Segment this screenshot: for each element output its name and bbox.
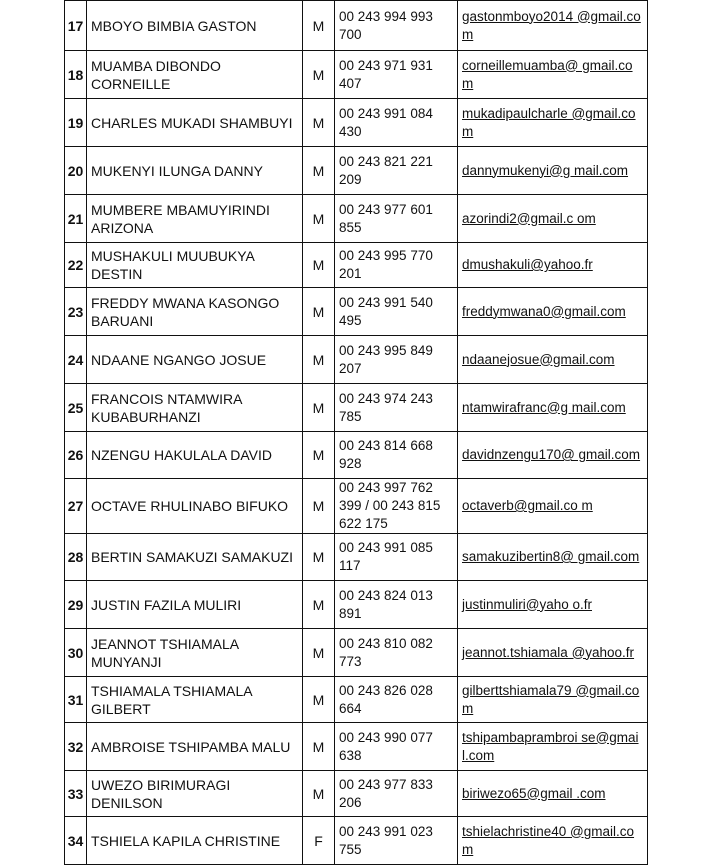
participant-name: FRANCOIS NTAMWIRA KUBABURHANZI bbox=[91, 390, 242, 425]
participant-phone: 00 243 977 833 206 bbox=[339, 776, 433, 810]
row-number: 34 bbox=[67, 832, 84, 849]
participant-email-cell bbox=[458, 1, 648, 51]
participant-phone: 00 243 991 085 117 bbox=[339, 540, 433, 573]
participant-phone-cell bbox=[335, 384, 458, 432]
participant-phone-cell bbox=[335, 771, 458, 817]
row-number-cell bbox=[65, 288, 87, 336]
participant-email[interactable]: ntamwirafranc@g mail.com bbox=[462, 399, 626, 415]
participant-name: JUSTIN FAZILA MULIRI bbox=[91, 596, 242, 613]
participant-name-cell bbox=[87, 432, 303, 479]
participant-name-cell bbox=[87, 817, 303, 865]
row-number: 25 bbox=[67, 399, 84, 416]
participant-email-cell bbox=[458, 99, 648, 147]
participant-sex-cell bbox=[303, 336, 335, 384]
table-row bbox=[65, 534, 648, 581]
participant-name: FREDDY MWANA KASONGO BARUANI bbox=[91, 294, 280, 329]
row-number-cell bbox=[65, 817, 87, 865]
participant-name: CHARLES MUKADI SHAMBUYI bbox=[91, 114, 293, 131]
row-number: 22 bbox=[67, 257, 84, 273]
table-row bbox=[65, 723, 648, 771]
row-number-cell bbox=[65, 479, 87, 534]
table-row bbox=[65, 432, 648, 479]
participant-email[interactable]: jeannot.tshiamala @yahoo.fr bbox=[462, 644, 635, 660]
row-number-cell bbox=[65, 723, 87, 771]
participant-email-cell bbox=[458, 479, 648, 534]
row-number: 30 bbox=[67, 644, 84, 661]
participant-sex: M bbox=[312, 303, 325, 320]
participant-name: TSHIELA KAPILA CHRISTINE bbox=[91, 832, 281, 849]
participant-phone-cell bbox=[335, 479, 458, 534]
participant-name: MBOYO BIMBIA GASTON bbox=[91, 17, 257, 34]
participant-sex-cell bbox=[303, 771, 335, 817]
participant-phone: 00 243 826 028 664 bbox=[339, 682, 433, 716]
participant-phone: 00 243 814 668 928 bbox=[339, 438, 433, 471]
participant-phone-cell bbox=[335, 581, 458, 629]
table-row bbox=[65, 195, 648, 243]
participant-phone: 00 243 810 082 773 bbox=[339, 635, 433, 669]
participant-sex: M bbox=[312, 549, 325, 565]
participant-email[interactable]: gilberttshiamala79 @gmail.com bbox=[462, 682, 640, 716]
participant-sex: M bbox=[312, 114, 325, 131]
participant-phone-cell bbox=[335, 629, 458, 677]
participant-phone-cell bbox=[335, 1, 458, 51]
participant-phone-cell bbox=[335, 677, 458, 723]
participant-phone-cell bbox=[335, 288, 458, 336]
row-number-cell bbox=[65, 99, 87, 147]
participant-email[interactable]: tshipambaprambroi se@gmail.com bbox=[462, 729, 639, 763]
row-number: 29 bbox=[67, 596, 84, 613]
participant-email-cell bbox=[458, 817, 648, 865]
participant-phone-cell bbox=[335, 147, 458, 195]
row-number: 28 bbox=[67, 549, 84, 565]
participant-name-cell bbox=[87, 288, 303, 336]
participant-name: UWEZO BIRIMURAGI DENILSON bbox=[91, 776, 231, 811]
participant-sex-cell bbox=[303, 479, 335, 534]
row-number-cell bbox=[65, 243, 87, 288]
participant-email-cell bbox=[458, 677, 648, 723]
participant-phone: 00 243 994 993 700 bbox=[339, 8, 433, 42]
participant-phone-cell bbox=[335, 817, 458, 865]
table-row bbox=[65, 581, 648, 629]
row-number: 24 bbox=[67, 351, 84, 368]
participant-sex: M bbox=[312, 351, 325, 368]
participant-email[interactable]: gastonmboyo2014 @gmail.com bbox=[462, 8, 641, 42]
participant-name-cell bbox=[87, 99, 303, 147]
participant-sex: M bbox=[312, 691, 325, 708]
table-row bbox=[65, 1, 648, 51]
participant-name-cell bbox=[87, 723, 303, 771]
participant-sex: M bbox=[312, 644, 325, 661]
participant-phone: 00 243 821 221 209 bbox=[339, 153, 433, 187]
participant-phone: 00 243 991 084 430 bbox=[339, 105, 433, 139]
row-number-cell bbox=[65, 195, 87, 243]
participant-sex-cell bbox=[303, 147, 335, 195]
participant-sex: M bbox=[312, 66, 325, 83]
participant-phone-cell bbox=[335, 723, 458, 771]
participant-sex: M bbox=[312, 785, 325, 802]
row-number: 32 bbox=[67, 738, 84, 755]
participant-sex: M bbox=[312, 447, 325, 463]
row-number: 33 bbox=[67, 785, 84, 802]
participant-sex: M bbox=[312, 210, 325, 227]
table-row bbox=[65, 771, 648, 817]
participant-phone-cell bbox=[335, 432, 458, 479]
participant-sex-cell bbox=[303, 51, 335, 99]
row-number-cell bbox=[65, 771, 87, 817]
table-row bbox=[65, 677, 648, 723]
participant-name-cell bbox=[87, 1, 303, 51]
participant-name: MUMBERE MBAMUYIRINDI ARIZONA bbox=[91, 201, 270, 236]
participant-name: MUKENYI ILUNGA DANNY bbox=[91, 162, 263, 179]
participant-email[interactable]: azorindi2@gmail.c om bbox=[462, 210, 596, 226]
participant-phone-cell bbox=[335, 51, 458, 99]
participant-email[interactable]: mukadipaulcharle @gmail.com bbox=[462, 105, 636, 139]
participant-phone: 00 243 977 601 855 bbox=[339, 201, 433, 235]
participant-email[interactable]: dannymukenyi@g mail.com bbox=[462, 162, 629, 178]
participant-name-cell bbox=[87, 534, 303, 581]
participant-phone: 00 243 991 023 755 bbox=[339, 823, 433, 857]
participant-email[interactable]: davidnzengu170@ gmail.com bbox=[462, 447, 641, 462]
participant-phone-cell bbox=[335, 336, 458, 384]
participant-email-cell bbox=[458, 432, 648, 479]
participant-sex-cell bbox=[303, 243, 335, 288]
table-row bbox=[65, 479, 648, 534]
participant-sex-cell bbox=[303, 1, 335, 51]
participants-table bbox=[64, 0, 648, 865]
table-row bbox=[65, 99, 648, 147]
participant-name-cell bbox=[87, 336, 303, 384]
participant-sex: M bbox=[312, 257, 325, 273]
table-row bbox=[65, 817, 648, 865]
participant-name-cell bbox=[87, 243, 303, 288]
participant-email[interactable]: corneillemuamba@ gmail.com bbox=[462, 57, 633, 91]
participant-name: OCTAVE RHULINABO BIFUKO bbox=[91, 498, 289, 514]
participant-name: JEANNOT TSHIAMALA MUNYANJI bbox=[91, 635, 239, 670]
row-number-cell bbox=[65, 147, 87, 195]
row-number-cell bbox=[65, 51, 87, 99]
table-row bbox=[65, 147, 648, 195]
participant-email-cell bbox=[458, 288, 648, 336]
participant-name-cell bbox=[87, 195, 303, 243]
table-body bbox=[65, 1, 648, 865]
participant-sex: M bbox=[312, 596, 325, 613]
participant-email-cell bbox=[458, 336, 648, 384]
row-number-cell bbox=[65, 1, 87, 51]
participant-email[interactable]: octaverb@gmail.co m bbox=[462, 498, 593, 513]
participant-phone: 00 243 997 762 399 / 00 243 815 622 175 bbox=[339, 480, 441, 531]
participant-phone-cell bbox=[335, 195, 458, 243]
participant-phone: 00 243 991 540 495 bbox=[339, 294, 433, 328]
participant-email[interactable]: dmushakuli@yahoo.fr bbox=[462, 257, 593, 272]
participant-email-cell bbox=[458, 147, 648, 195]
participant-phone: 00 243 824 013 891 bbox=[339, 587, 433, 621]
table-row bbox=[65, 243, 648, 288]
participant-phone: 00 243 995 849 207 bbox=[339, 342, 433, 376]
row-number: 27 bbox=[67, 498, 84, 514]
participant-email-cell bbox=[458, 771, 648, 817]
participant-sex-cell bbox=[303, 581, 335, 629]
participant-sex-cell bbox=[303, 817, 335, 865]
participant-phone: 00 243 974 243 785 bbox=[339, 390, 433, 424]
participant-email-cell bbox=[458, 384, 648, 432]
participant-sex-cell bbox=[303, 629, 335, 677]
participant-email[interactable]: samakuzibertin8@ gmail.com bbox=[462, 549, 640, 564]
participant-sex-cell bbox=[303, 534, 335, 581]
row-number: 18 bbox=[67, 66, 84, 83]
participant-name-cell bbox=[87, 384, 303, 432]
participant-email-cell bbox=[458, 51, 648, 99]
row-number: 21 bbox=[67, 210, 84, 227]
participant-email-cell bbox=[458, 629, 648, 677]
participant-name-cell bbox=[87, 479, 303, 534]
participant-name: NDAANE NGANGO JOSUE bbox=[91, 351, 267, 368]
participant-name-cell bbox=[87, 581, 303, 629]
row-number-cell bbox=[65, 677, 87, 723]
table-row bbox=[65, 629, 648, 677]
participant-name: TSHIAMALA TSHIAMALA GILBERT bbox=[91, 682, 252, 717]
row-number: 19 bbox=[67, 114, 84, 131]
table-row bbox=[65, 51, 648, 99]
participant-sex: M bbox=[312, 738, 325, 755]
participant-name-cell bbox=[87, 771, 303, 817]
row-number-cell bbox=[65, 581, 87, 629]
participant-sex: F bbox=[314, 832, 323, 849]
participant-sex-cell bbox=[303, 288, 335, 336]
participant-email-cell bbox=[458, 195, 648, 243]
participant-email[interactable]: biriwezo65@gmail .com bbox=[462, 785, 606, 801]
row-number: 17 bbox=[67, 17, 84, 34]
participant-email[interactable]: freddymwana0@gmail.com bbox=[462, 303, 626, 319]
participant-phone-cell bbox=[335, 534, 458, 581]
table-row bbox=[65, 288, 648, 336]
participant-name: MUAMBA DIBONDO CORNEILLE bbox=[91, 57, 221, 92]
row-number-cell bbox=[65, 534, 87, 581]
participant-name-cell bbox=[87, 147, 303, 195]
participant-name-cell bbox=[87, 51, 303, 99]
participant-email-cell bbox=[458, 534, 648, 581]
participant-sex: M bbox=[312, 17, 325, 34]
participant-phone-cell bbox=[335, 243, 458, 288]
participant-phone: 00 243 990 077 638 bbox=[339, 729, 433, 763]
participant-email[interactable]: tshielachristine40 @gmail.com bbox=[462, 823, 635, 857]
row-number: 20 bbox=[67, 162, 84, 179]
participant-email-cell bbox=[458, 243, 648, 288]
row-number-cell bbox=[65, 432, 87, 479]
participant-email-cell bbox=[458, 723, 648, 771]
participant-sex-cell bbox=[303, 99, 335, 147]
participant-name-cell bbox=[87, 629, 303, 677]
participant-sex-cell bbox=[303, 723, 335, 771]
row-number-cell bbox=[65, 336, 87, 384]
participant-email[interactable]: justinmuliri@yaho o.fr bbox=[462, 596, 592, 612]
participant-sex: M bbox=[312, 162, 325, 179]
participant-name-cell bbox=[87, 677, 303, 723]
participant-sex-cell bbox=[303, 195, 335, 243]
row-number: 23 bbox=[67, 303, 84, 320]
participant-name: NZENGU HAKULALA DAVID bbox=[91, 447, 273, 463]
participant-name: BERTIN SAMAKUZI SAMAKUZI bbox=[91, 549, 293, 565]
participant-email-cell bbox=[458, 581, 648, 629]
participant-phone: 00 243 995 770 201 bbox=[339, 248, 433, 281]
participant-sex: M bbox=[312, 399, 325, 416]
participant-sex-cell bbox=[303, 384, 335, 432]
table-row bbox=[65, 336, 648, 384]
participant-sex-cell bbox=[303, 677, 335, 723]
row-number-cell bbox=[65, 384, 87, 432]
participant-phone-cell bbox=[335, 99, 458, 147]
row-number-cell bbox=[65, 629, 87, 677]
row-number: 31 bbox=[67, 691, 84, 708]
table-row bbox=[65, 384, 648, 432]
participant-name: MUSHAKULI MUUBUKYA DESTIN bbox=[91, 248, 255, 282]
row-number: 26 bbox=[67, 447, 84, 463]
participant-name: AMBROISE TSHIPAMBA MALU bbox=[91, 738, 291, 755]
participant-sex-cell bbox=[303, 432, 335, 479]
participant-email[interactable]: ndaanejosue@gmail.com bbox=[462, 351, 615, 367]
participant-sex: M bbox=[312, 498, 325, 514]
participant-phone: 00 243 971 931 407 bbox=[339, 57, 433, 91]
